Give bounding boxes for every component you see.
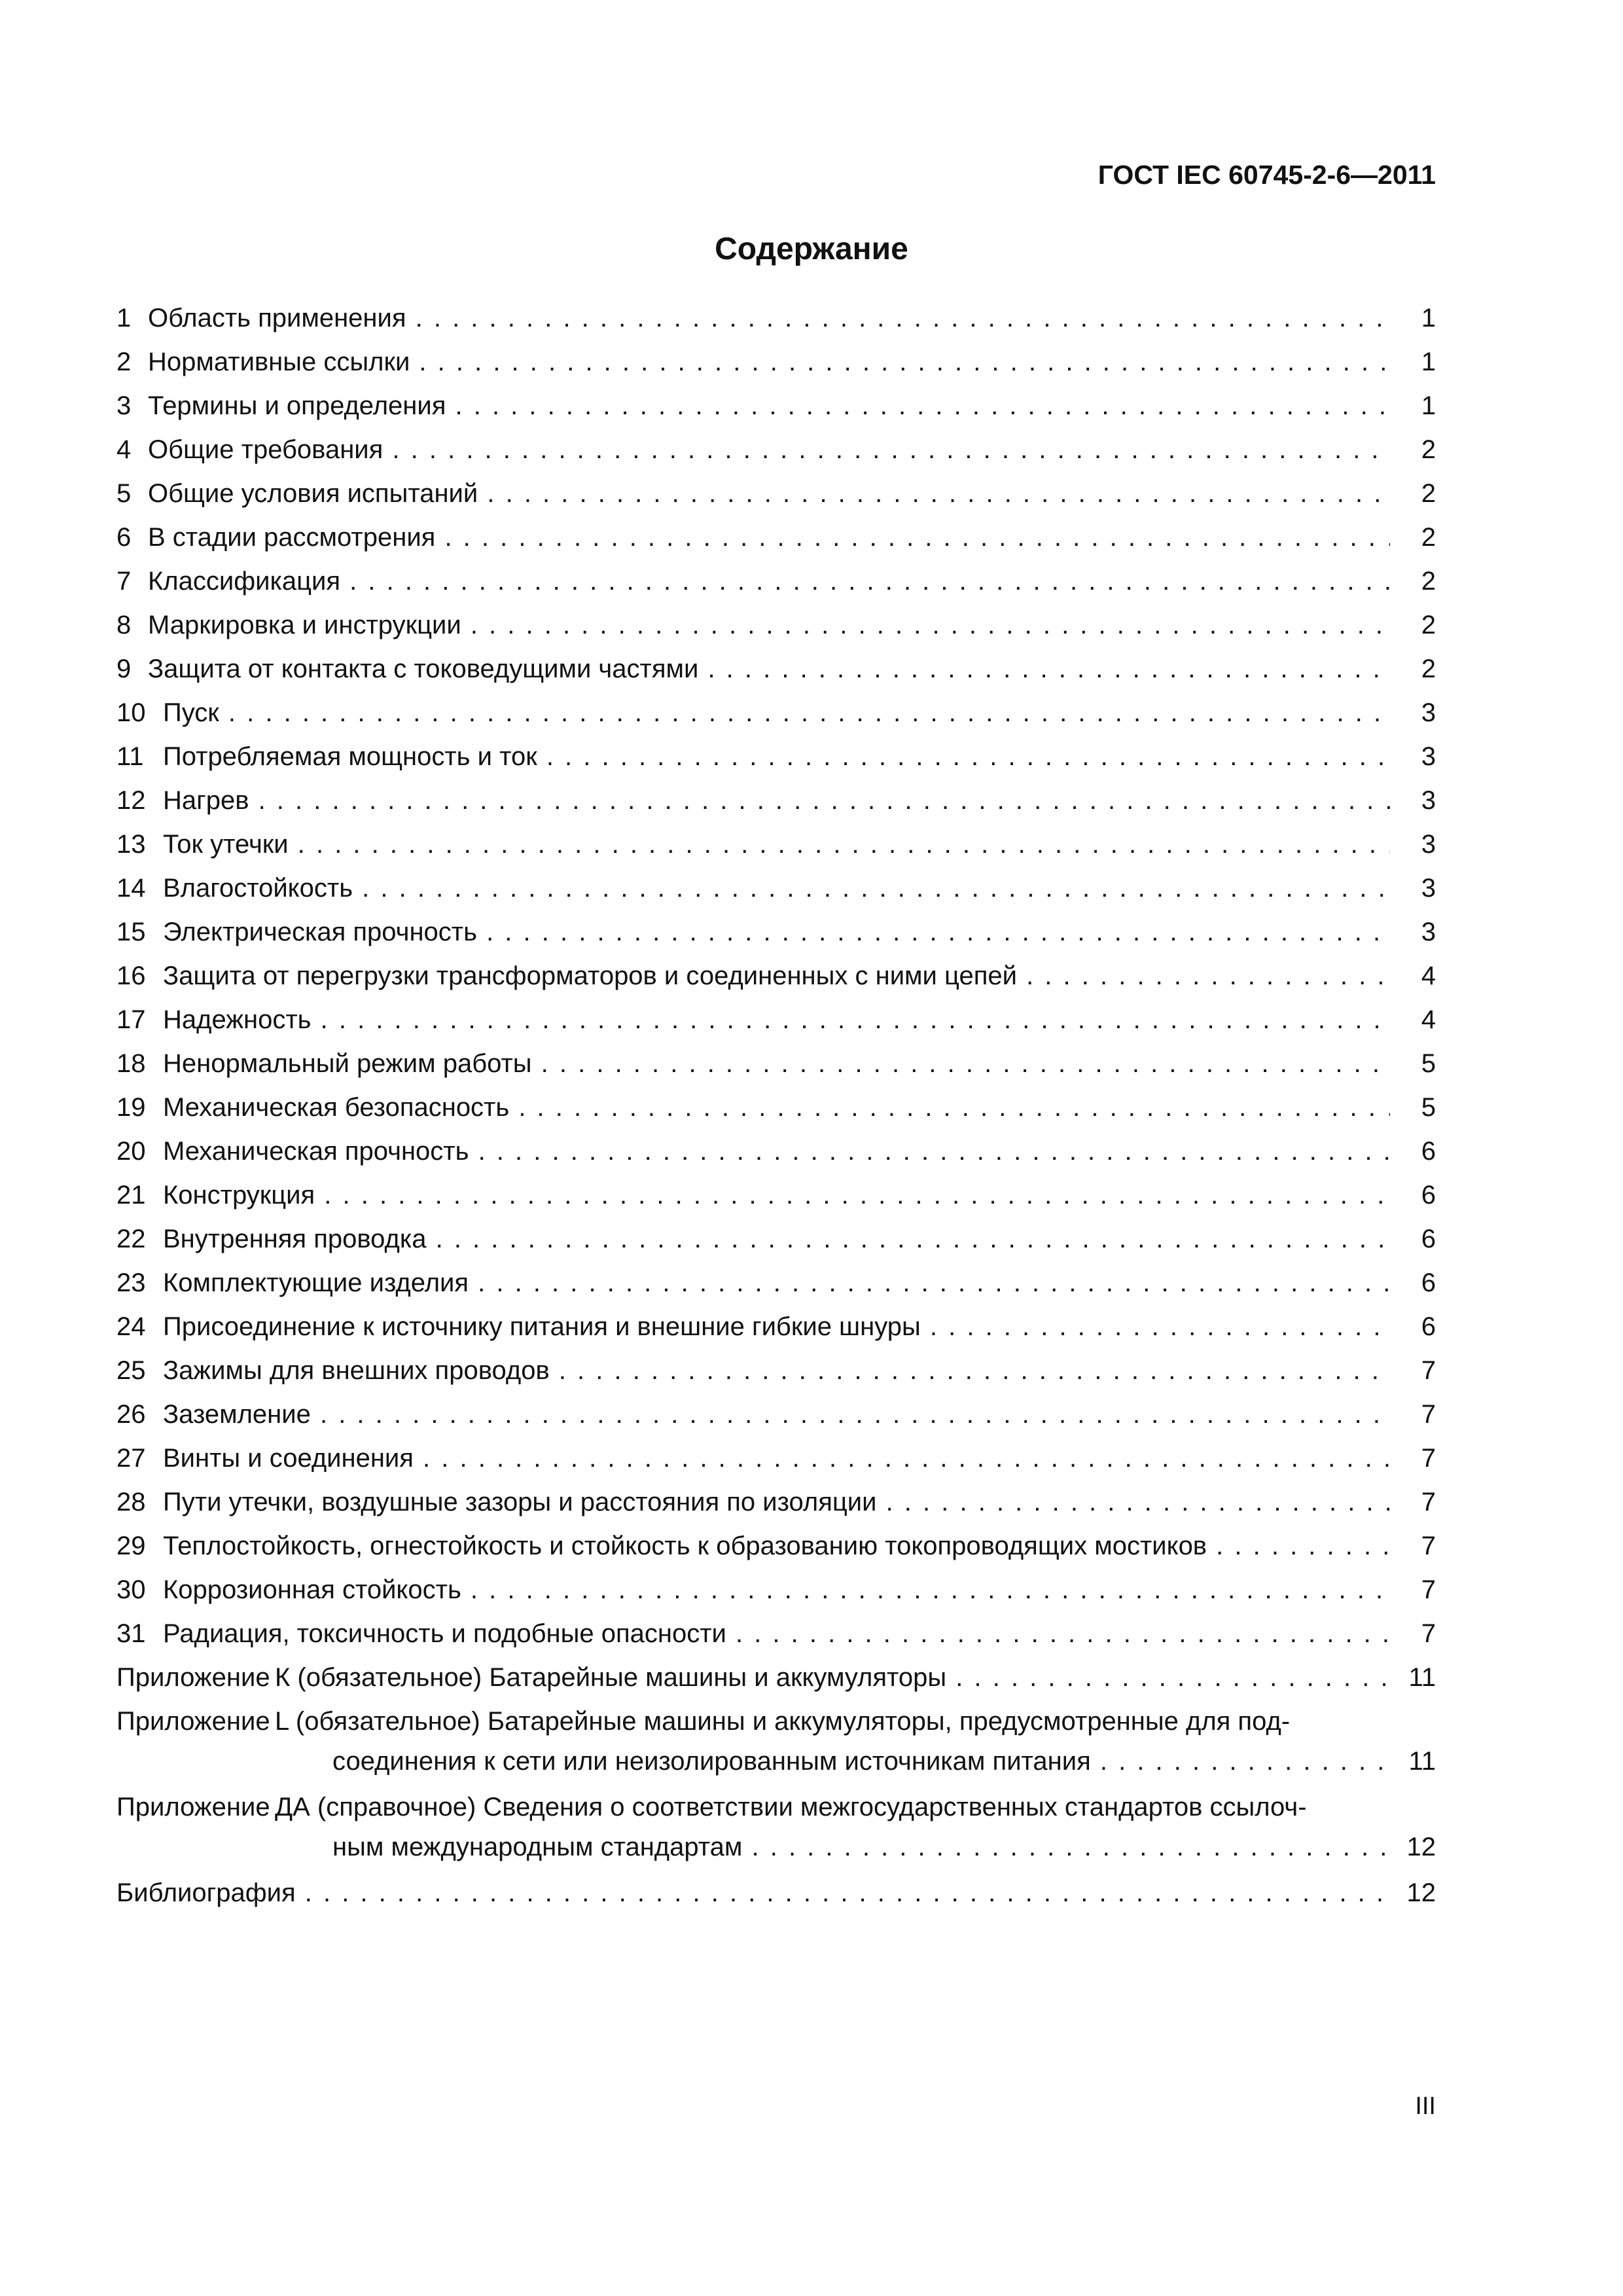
section-title: Коррозионная стойкость . . . (163, 1575, 1390, 1605)
section-title: Защита от перегрузки трансформаторов и соединенных с ними цепей . . . (163, 961, 1390, 991)
section-number: 24 (116, 1312, 146, 1341)
section-title: Надежность . . . (163, 1005, 1390, 1035)
section-number: 19 (116, 1093, 146, 1122)
section-title: Термины и определения . . . (148, 391, 1390, 421)
toc-entry[interactable] (116, 344, 1436, 387)
page-ref: 7 (1421, 1400, 1436, 1429)
section-title: Внутренняя проводка . . . (163, 1225, 1390, 1254)
section-number: 12 (116, 786, 146, 815)
section-number: 13 (116, 830, 146, 859)
page-ref: 4 (1421, 1005, 1436, 1034)
section-title: Общие требования . . . (148, 435, 1390, 465)
section-number: 5 (116, 479, 132, 508)
section-title: Заземление . . . (163, 1400, 1390, 1429)
section-title: Присоединение к источнику питания и внешние гибкие шнуры . . . (163, 1312, 1390, 1342)
section-number: 8 (116, 611, 132, 639)
page-ref: 1 (1421, 348, 1436, 376)
toc-annex-entry[interactable] (116, 1789, 1436, 1874)
section-title: Комплектующие изделия . . . (163, 1268, 1390, 1298)
section-number: 26 (116, 1400, 146, 1429)
annex-title: L (обязательное) Батарейные машины и аккумуляторы, предусмотренные для под- (275, 1707, 1291, 1736)
page-ref: 2 (1421, 611, 1436, 639)
page-ref: 4 (1421, 961, 1436, 990)
page-ref: 7 (1421, 1356, 1436, 1385)
annex-title: К (обязательное) Батарейные машины и аккумуляторы . . . (275, 1663, 1390, 1693)
page-ref: 11 (1408, 1663, 1436, 1692)
toc-entry[interactable] (116, 431, 1436, 475)
bibliography-title: Библиография . . . (116, 1878, 1390, 1908)
page-ref: 12 (1406, 1833, 1436, 1861)
section-title: Влагостойкость . . . (163, 874, 1390, 903)
annex-label: Приложение (116, 1663, 270, 1692)
toc-entry[interactable] (116, 1615, 1436, 1659)
toc-entry[interactable] (116, 782, 1436, 826)
toc-entry[interactable] (116, 1528, 1436, 1571)
section-title: Электрическая прочность . . . (163, 918, 1390, 947)
section-number: 20 (116, 1137, 146, 1166)
section-number: 29 (116, 1532, 146, 1560)
page-ref: 7 (1421, 1444, 1436, 1473)
toc-entry[interactable] (116, 826, 1436, 870)
section-number: 25 (116, 1356, 146, 1385)
toc-entry[interactable] (116, 607, 1436, 651)
section-number: 2 (116, 348, 132, 376)
page-ref: 7 (1421, 1532, 1436, 1560)
page-title: Содержание (715, 232, 908, 266)
annex-title-continued: соединения к сети или неизолированным источникам питания . . . (332, 1747, 1390, 1776)
section-number: 14 (116, 874, 146, 903)
section-title: Ток утечки . . . (163, 830, 1390, 859)
section-title: Теплостойкость, огнестойкость и стойкость к образованию токопроводящих мостиков . . . (163, 1532, 1390, 1561)
page-ref: 5 (1421, 1049, 1436, 1078)
section-title: Механическая безопасность . . . (163, 1093, 1390, 1122)
section-number: 11 (116, 742, 144, 771)
annex-title: ДА (справочное) Сведения о соответствии межгосударственных стандартов ссылоч- (275, 1793, 1307, 1821)
toc-entry[interactable] (116, 387, 1436, 431)
section-number: 16 (116, 961, 146, 990)
toc-entry[interactable] (116, 1265, 1436, 1308)
toc-entry[interactable] (116, 958, 1436, 1001)
page-ref: 2 (1421, 479, 1436, 508)
toc-annex-entry[interactable] (116, 1703, 1436, 1789)
section-title: Ненормальный режим работы . . . (163, 1049, 1390, 1079)
toc-entry[interactable] (116, 870, 1436, 914)
section-title: Радиация, токсичность и подобные опасности . . . (163, 1619, 1390, 1649)
section-number: 17 (116, 1005, 146, 1034)
toc-entry[interactable] (116, 914, 1436, 958)
toc-entry[interactable] (116, 1177, 1436, 1221)
section-number: 1 (116, 304, 132, 332)
section-title: В стадии рассмотрения . . . (148, 523, 1390, 552)
toc-entry[interactable] (116, 1133, 1436, 1177)
toc-entry[interactable] (116, 1352, 1436, 1396)
page-ref: 1 (1421, 304, 1436, 332)
section-title: Винты и соединения . . . (163, 1444, 1390, 1473)
annex-title-continued: ным международным стандартам . . . (332, 1833, 1390, 1862)
page-ref: 6 (1421, 1181, 1436, 1210)
section-number: 30 (116, 1575, 146, 1604)
toc-entry[interactable] (116, 1484, 1436, 1528)
toc-entry[interactable] (116, 1571, 1436, 1615)
page-ref: 2 (1421, 655, 1436, 683)
page-ref: 12 (1406, 1878, 1436, 1907)
table-of-contents (116, 300, 1436, 1918)
section-number: 18 (116, 1049, 146, 1078)
toc-entry[interactable] (116, 1045, 1436, 1089)
page-number: III (1415, 2092, 1436, 2120)
section-title: Зажимы для внешних проводов . . . (163, 1356, 1390, 1386)
section-number: 21 (116, 1181, 146, 1210)
page-ref: 11 (1408, 1747, 1436, 1776)
section-number: 15 (116, 918, 146, 946)
page-ref: 2 (1421, 435, 1436, 464)
page-ref: 5 (1421, 1093, 1436, 1122)
section-title: Защита от контакта с токоведущими частями . . . (148, 655, 1390, 684)
toc-entry[interactable] (116, 694, 1436, 738)
toc-entry[interactable] (116, 1089, 1436, 1133)
toc-annex-entry[interactable] (116, 1659, 1436, 1703)
section-number: 23 (116, 1268, 146, 1297)
annex-label: Приложение (116, 1793, 270, 1821)
section-title: Классификация . . . (148, 567, 1390, 596)
page-ref: 3 (1421, 830, 1436, 859)
toc-entry[interactable] (116, 1001, 1436, 1045)
section-title: Пуск . . . (163, 698, 1390, 728)
page-ref: 3 (1421, 786, 1436, 815)
section-title: Общие условия испытаний . . . (148, 479, 1390, 509)
section-number: 7 (116, 567, 132, 596)
section-title: Конструкция . . . (163, 1181, 1390, 1210)
page-ref: 3 (1421, 874, 1436, 903)
toc-entry[interactable] (116, 475, 1436, 519)
section-number: 27 (116, 1444, 146, 1473)
section-title: Маркировка и инструкции . . . (148, 611, 1390, 640)
toc-entry[interactable] (116, 1440, 1436, 1484)
page-ref: 6 (1421, 1268, 1436, 1297)
toc-entry[interactable] (116, 651, 1436, 694)
page-ref: 7 (1421, 1488, 1436, 1516)
section-number: 22 (116, 1225, 146, 1253)
section-number: 31 (116, 1619, 146, 1648)
toc-entry[interactable] (116, 738, 1436, 782)
standard-code: ГОСТ IEC 60745-2-6—2011 (1097, 160, 1436, 190)
page-ref: 7 (1421, 1619, 1436, 1648)
toc-entry[interactable] (116, 519, 1436, 563)
toc-entry[interactable] (116, 563, 1436, 607)
page-ref: 7 (1421, 1575, 1436, 1604)
section-number: 4 (116, 435, 132, 464)
page-ref: 3 (1421, 698, 1436, 727)
section-title: Нагрев . . . (163, 786, 1390, 816)
toc-entry[interactable] (116, 1221, 1436, 1265)
section-number: 6 (116, 523, 132, 552)
section-number: 28 (116, 1488, 146, 1516)
section-number: 9 (116, 655, 132, 683)
toc-bibliography-entry[interactable] (116, 1874, 1436, 1918)
toc-entry[interactable] (116, 300, 1436, 344)
page-ref: 6 (1421, 1137, 1436, 1166)
section-title: Область применения . . . (148, 304, 1390, 333)
page-ref: 3 (1421, 742, 1436, 771)
section-title: Нормативные ссылки . . . (148, 348, 1390, 377)
section-title: Механическая прочность . . . (163, 1137, 1390, 1166)
annex-label: Приложение (116, 1707, 270, 1736)
toc-entry[interactable] (116, 1396, 1436, 1440)
section-title: Потребляемая мощность и ток . . . (163, 742, 1390, 772)
toc-entry[interactable] (116, 1308, 1436, 1352)
page-ref: 6 (1421, 1225, 1436, 1253)
page-ref: 1 (1421, 391, 1436, 420)
page-ref: 2 (1421, 523, 1436, 552)
page-ref: 6 (1421, 1312, 1436, 1341)
section-number: 3 (116, 391, 132, 420)
section-number: 10 (116, 698, 146, 727)
page-ref: 3 (1421, 918, 1436, 946)
page-ref: 2 (1421, 567, 1436, 596)
section-title: Пути утечки, воздушные зазоры и расстояния по изоляции . . . (163, 1488, 1390, 1517)
